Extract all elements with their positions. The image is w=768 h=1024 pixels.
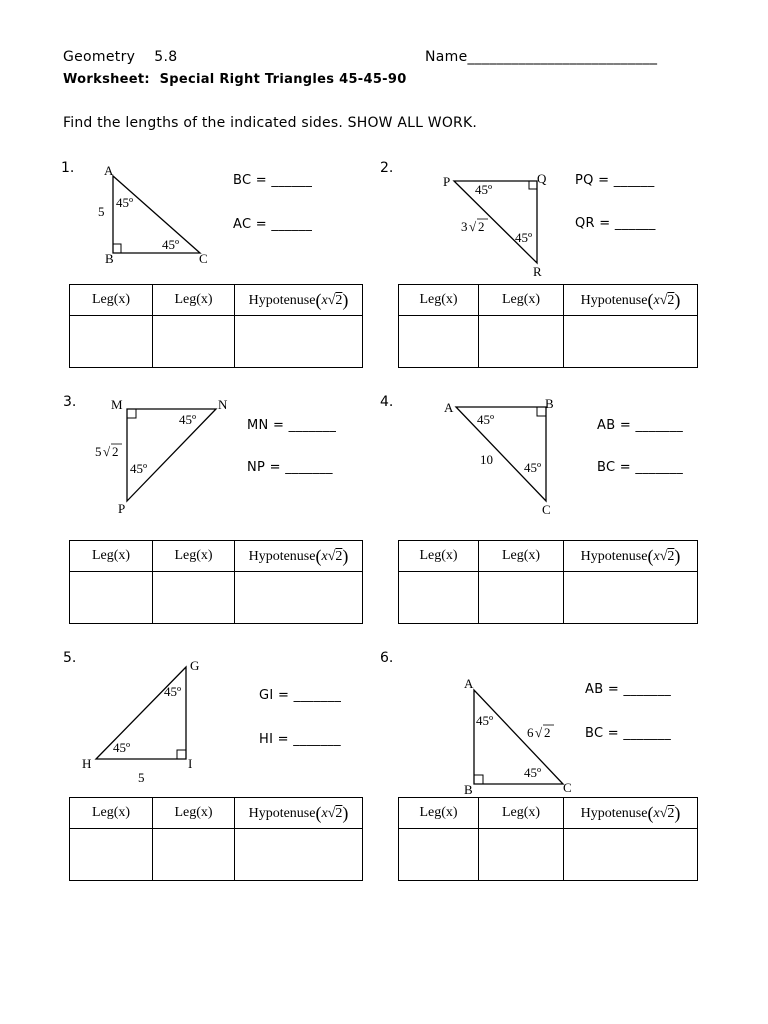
p6-angle-c: 45º [524,765,542,780]
table-header-leg: Leg(x) [153,541,235,572]
p6-angle-a: 45º [476,713,494,728]
table-cell-leg[interactable] [70,572,153,624]
p3-answer-np[interactable]: NP = _______ [247,460,333,475]
p6-side-coef: 6 [527,725,534,740]
p4-label-c: C [542,502,551,517]
problem-3-table [69,540,363,624]
p2-answer-pq[interactable]: PQ = ______ [575,173,655,188]
svg-text:√: √ [103,444,111,459]
p2-side-coef: 3 [461,219,468,234]
problem-1-triangle [98,163,208,266]
table-cell-leg[interactable] [70,316,153,368]
p5-angle-h: 45º [113,740,131,755]
p4-label-b: B [545,396,554,411]
p4-angle-c: 45º [524,460,542,475]
table-cell-leg[interactable] [153,829,235,881]
problem-4-triangle [444,396,554,517]
table-cell-hypotenuse[interactable] [564,829,698,881]
instructions: Find the lengths of the indicated sides. SHOW ALL WORK. [63,115,478,131]
table-header-leg: Leg(x) [399,285,479,316]
problem-2-number: 2. [380,160,394,176]
problem-5-number: 5. [63,650,77,666]
problem-5-table [69,797,363,881]
table-header-leg: Leg(x) [479,285,564,316]
table-header-hypotenuse: Hypotenuse(x√2) [235,541,363,572]
p3-label-n: N [218,397,228,412]
p5-angle-g: 45º [164,684,182,699]
problem-1-table [69,284,363,368]
p3-answer-mn[interactable]: MN = _______ [247,418,337,433]
p5-answer-gi[interactable]: GI = _______ [259,688,342,703]
problem-1-number: 1. [61,160,75,176]
p4-label-a: A [444,400,454,415]
problem-2-triangle [443,171,547,279]
p3-label-m: M [111,397,123,412]
svg-text:√: √ [535,725,543,740]
problem-6-number: 6. [380,650,394,666]
p5-label-i: I [188,756,193,771]
table-cell-leg[interactable] [153,572,235,624]
problem-6-triangle [464,676,572,797]
course-section: 5.8 [154,49,178,65]
table-cell-hypotenuse[interactable] [235,316,363,368]
table-cell-leg[interactable] [399,572,479,624]
p6-label-c: C [563,780,572,795]
p1-label-a: A [104,163,114,178]
p1-answer-ac[interactable]: AC = ______ [233,217,313,232]
table-header-leg: Leg(x) [70,798,153,829]
course-name: Geometry [63,49,136,65]
table-header-leg: Leg(x) [70,285,153,316]
table-cell-leg[interactable] [399,829,479,881]
p2-label-q: Q [537,171,547,186]
p3-side-rad: 2 [112,444,119,459]
table-cell-leg[interactable] [479,316,564,368]
p1-angle-c: 45º [162,237,180,252]
p1-answer-bc[interactable]: BC = ______ [233,173,313,188]
p5-label-g: G [190,658,200,673]
p5-side-label: 5 [138,770,145,785]
p6-label-b: B [464,782,473,797]
p3-label-p: P [118,501,126,516]
table-header-hypotenuse: Hypotenuse(x√2) [564,285,698,316]
problem-5-triangle [82,658,199,785]
p4-answer-ab[interactable]: AB = _______ [597,418,684,433]
name-field[interactable]: Name__________________________ [425,49,658,65]
p2-side-rad: 2 [478,219,485,234]
table-header-leg: Leg(x) [479,798,564,829]
p6-answer-bc[interactable]: BC = _______ [585,726,672,741]
p2-answer-qr[interactable]: QR = ______ [575,216,656,231]
p1-label-b: B [105,251,114,266]
table-header-leg: Leg(x) [479,541,564,572]
p5-answer-hi[interactable]: HI = _______ [259,732,341,747]
problem-2-table [398,284,698,368]
worksheet-title-text: Special Right Triangles 45-45-90 [159,72,407,87]
problem-6-table [398,797,698,881]
p2-label-p: P [443,174,451,189]
p3-side-coef: 5 [95,444,102,459]
table-header-hypotenuse: Hypotenuse(x√2) [235,798,363,829]
table-cell-leg[interactable] [479,572,564,624]
p6-side-rad: 2 [544,725,551,740]
p1-label-c: C [199,251,208,266]
table-cell-leg[interactable] [70,829,153,881]
p6-label-a: A [464,676,474,691]
table-cell-hypotenuse[interactable] [235,829,363,881]
p5-label-h: H [82,756,92,771]
table-cell-hypotenuse[interactable] [564,572,698,624]
p1-side-label: 5 [98,204,105,219]
table-cell-leg[interactable] [479,829,564,881]
table-cell-hypotenuse[interactable] [564,316,698,368]
svg-text:√: √ [469,219,477,234]
p2-label-r: R [533,264,542,279]
table-header-hypotenuse: Hypotenuse(x√2) [235,285,363,316]
p2-angle-p: 45º [475,182,493,197]
p4-angle-a: 45º [477,412,495,427]
table-header-leg: Leg(x) [70,541,153,572]
problem-3-triangle [95,397,228,516]
table-header-hypotenuse: Hypotenuse(x√2) [564,798,698,829]
problem-4-number: 4. [380,394,394,410]
p1-angle-a: 45º [116,195,134,210]
p3-angle-n: 45º [179,412,197,427]
table-cell-leg[interactable] [153,316,235,368]
table-cell-hypotenuse[interactable] [235,572,363,624]
p4-answer-bc[interactable]: BC = _______ [597,460,684,475]
table-header-leg: Leg(x) [399,798,479,829]
p6-answer-ab[interactable]: AB = _______ [585,682,672,697]
table-header-hypotenuse: Hypotenuse(x√2) [564,541,698,572]
table-header-leg: Leg(x) [399,541,479,572]
table-header-leg: Leg(x) [153,285,235,316]
table-cell-leg[interactable] [399,316,479,368]
worksheet-label: Worksheet: [63,72,150,87]
problem-4-table [398,540,698,624]
p3-angle-p: 45º [130,461,148,476]
problem-3-number: 3. [63,394,77,410]
p2-angle-r: 45º [515,230,533,245]
p4-side-label: 10 [480,452,493,467]
table-header-leg: Leg(x) [153,798,235,829]
